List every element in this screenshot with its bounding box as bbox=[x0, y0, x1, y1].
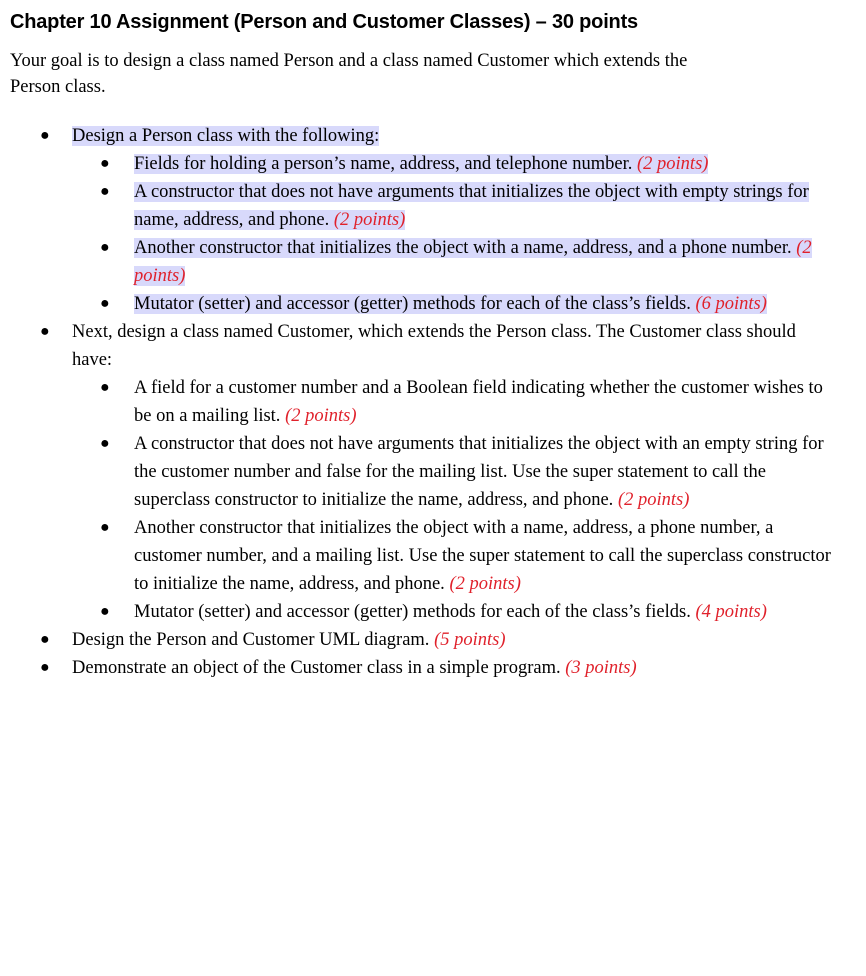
bullet-text: Next, design a class named Customer, which extends the Person class. The Customer class should have: bbox=[72, 322, 796, 370]
requirements-list bbox=[10, 122, 840, 682]
bullet-icon: ● bbox=[100, 435, 110, 452]
bullet-demo-program bbox=[10, 654, 840, 682]
person-item-fields bbox=[72, 150, 840, 178]
customer-item-accessors bbox=[72, 598, 832, 626]
customer-item-constructor bbox=[72, 514, 832, 598]
bullet-text: Demonstrate an object of the Customer class in a simple program. bbox=[72, 658, 561, 678]
page-title: Chapter 10 Assignment (Person and Customer Classes) – 30 points bbox=[10, 11, 638, 33]
person-item-no-arg-constructor bbox=[72, 178, 840, 234]
person-item-constructor bbox=[72, 234, 840, 290]
item-text: A constructor that does not have arguments that initializes the object with empty strings for name, address, and phone. bbox=[134, 182, 809, 230]
bullet-icon: ● bbox=[40, 323, 50, 340]
bullet-icon: ● bbox=[100, 379, 110, 396]
intro-paragraph: Your goal is to design a class named Person and a class named Customer which extends the Person class. bbox=[10, 51, 688, 97]
bullet-uml-diagram bbox=[10, 626, 840, 654]
bullet-person-class bbox=[10, 122, 840, 318]
item-text: A field for a customer number and a Boolean field indicating whether the customer wishes to be on a mailing list. bbox=[134, 378, 823, 426]
bullet-icon: ● bbox=[40, 659, 50, 676]
points-label: (6 points) bbox=[695, 294, 767, 314]
bullet-customer-class bbox=[10, 318, 832, 626]
item-text: Another constructor that initializes the object with a name, address, and a phone number. bbox=[134, 238, 792, 258]
points-label: (2 points) bbox=[134, 238, 812, 286]
person-sublist bbox=[72, 150, 840, 318]
bullet-text: Design the Person and Customer UML diagram. bbox=[72, 630, 430, 650]
item-text: Another constructor that initializes the object with a name, address, a phone number, a customer number, and a mailing list. Use the super statement to call the superclass constructor to initialize the name, address, and phone. bbox=[134, 518, 831, 594]
points-label: (3 points) bbox=[565, 658, 637, 678]
bullet-icon: ● bbox=[100, 295, 110, 312]
points-label: (2 points) bbox=[285, 406, 357, 426]
bullet-icon: ● bbox=[100, 603, 110, 620]
points-label: (2 points) bbox=[449, 574, 521, 594]
customer-item-fields bbox=[72, 374, 832, 430]
points-label: (2 points) bbox=[637, 154, 709, 174]
bullet-icon: ● bbox=[100, 519, 110, 536]
points-label: (5 points) bbox=[434, 630, 506, 650]
points-label: (2 points) bbox=[617, 490, 690, 510]
bullet-icon: ● bbox=[100, 155, 110, 172]
item-text: Mutator (setter) and accessor (getter) methods for each of the class’s fields. bbox=[134, 294, 691, 314]
item-text: Fields for holding a person’s name, address, and telephone number. bbox=[134, 154, 633, 174]
person-item-accessors bbox=[72, 290, 840, 318]
customer-item-no-arg-constructor bbox=[72, 430, 832, 514]
customer-sublist bbox=[72, 374, 832, 626]
item-text: A constructor that does not have arguments that initializes the object with an empty string for the customer number and false for the mailing list. Use the super statement to call the superclass constructor to initialize the name, address, and phone. bbox=[134, 434, 824, 510]
points-label: (2 points) bbox=[333, 210, 406, 230]
bullet-icon: ● bbox=[40, 127, 50, 144]
bullet-text: Design a Person class with the following: bbox=[72, 126, 380, 146]
points-label: (4 points) bbox=[695, 602, 767, 622]
bullet-icon: ● bbox=[40, 631, 50, 648]
bullet-icon: ● bbox=[100, 183, 110, 200]
document bbox=[10, 0, 840, 682]
item-text: Mutator (setter) and accessor (getter) methods for each of the class’s fields. bbox=[134, 602, 691, 622]
bullet-icon: ● bbox=[100, 239, 110, 256]
